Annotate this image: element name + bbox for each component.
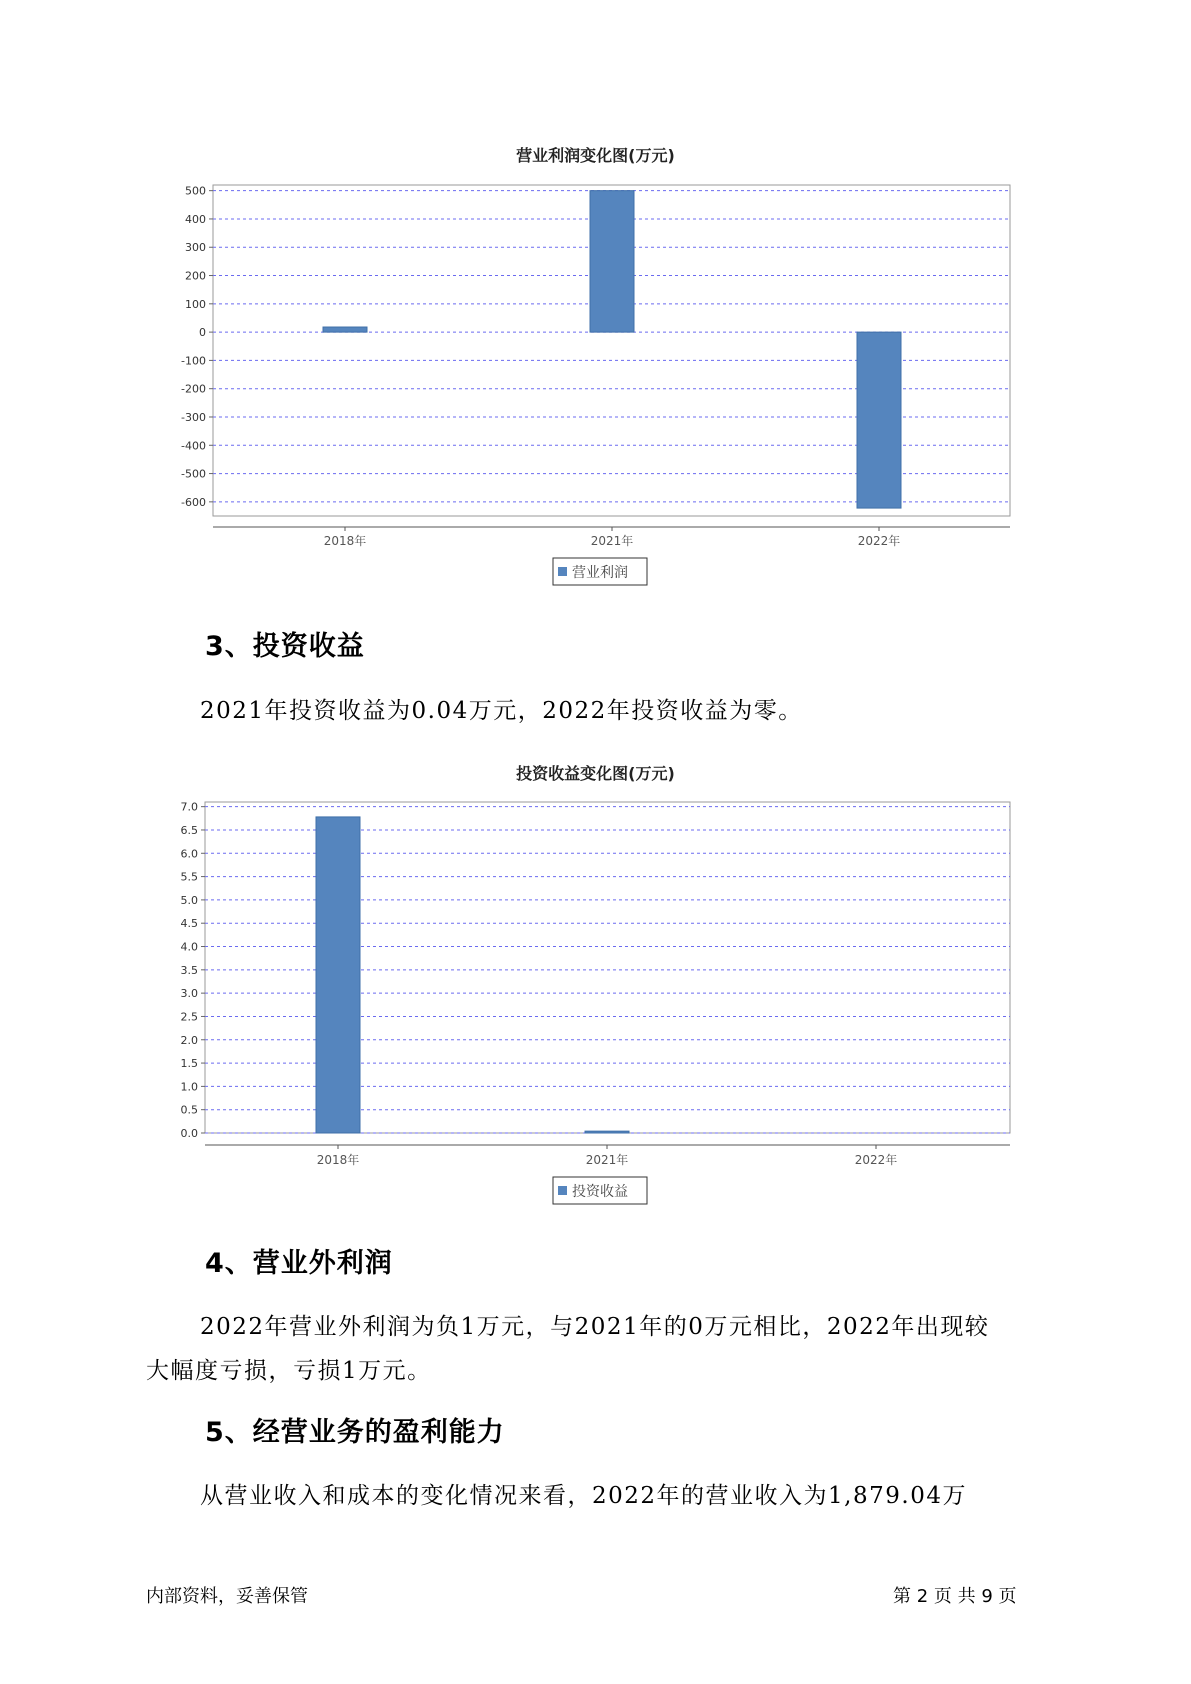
y-tick-label: 2.0: [180, 1033, 198, 1047]
legend-label: 营业利润: [572, 565, 628, 581]
y-tick-label: 0: [199, 326, 206, 340]
y-tick-label: 5.0: [180, 893, 198, 907]
x-tick-label: 2022年: [857, 534, 901, 548]
y-tick-label: -200: [181, 382, 206, 396]
y-tick-label: 2.5: [180, 1010, 198, 1024]
y-tick-label: 400: [185, 212, 206, 226]
legend-label: 投资收益: [572, 1184, 628, 1200]
y-tick-label: 500: [185, 184, 206, 198]
footer-page-number: 第 2 页 共 9 页: [893, 1586, 1017, 1607]
x-tick-label: 2018年: [323, 534, 367, 548]
section-text-investment-income: 2021年投资收益为0.04万元，2022年投资收益为零。: [200, 698, 803, 724]
y-tick-label: 0.5: [180, 1103, 198, 1117]
x-tick-label: 2021年: [585, 1153, 629, 1167]
y-tick-label: -100: [181, 354, 206, 368]
x-tick-label: 2021年: [590, 534, 634, 548]
y-tick-label: -600: [181, 495, 206, 509]
y-tick-label: 4.0: [180, 940, 198, 954]
section-text-non-operating-profit-line2: 大幅度亏损，亏损1万元。: [146, 1358, 432, 1384]
y-tick-label: 200: [185, 269, 206, 283]
footer-confidential-note: 内部资料，妥善保管: [146, 1586, 308, 1607]
y-tick-label: 4.5: [180, 917, 198, 931]
x-tick-label: 2018年: [316, 1153, 360, 1167]
section-heading-non-operating-profit: 4、营业外利润: [205, 1248, 393, 1279]
y-tick-label: 100: [185, 297, 206, 311]
section-heading-investment-income: 3、投资收益: [205, 631, 365, 662]
section-heading-profitability: 5、经营业务的盈利能力: [205, 1417, 505, 1448]
y-tick-label: 300: [185, 241, 206, 255]
section-text-non-operating-profit-line1: 2022年营业外利润为负1万元，与2021年的0万元相比，2022年出现较: [200, 1314, 990, 1340]
legend-swatch: [558, 1186, 567, 1195]
y-tick-label: 1.5: [180, 1057, 198, 1071]
y-tick-label: -500: [181, 467, 206, 481]
x-tick-label: 2022年: [854, 1153, 898, 1167]
y-tick-label: 3.0: [180, 987, 198, 1001]
y-tick-label: 7.0: [180, 800, 198, 814]
y-tick-label: 0.0: [180, 1127, 198, 1140]
y-tick-label: -400: [181, 439, 206, 453]
chart-title-operating-profit: 营业利润变化图(万元): [516, 146, 675, 165]
y-tick-label: 6.5: [180, 823, 198, 837]
y-tick-label: 1.0: [180, 1080, 198, 1094]
chart-title-investment-income: 投资收益变化图(万元): [516, 764, 675, 783]
y-tick-label: -300: [181, 410, 206, 424]
y-tick-label: 5.5: [180, 870, 198, 884]
bar-2018年: [316, 817, 360, 1133]
bar-2021年: [585, 1131, 629, 1133]
y-tick-label: 3.5: [180, 963, 198, 977]
y-tick-label: 6.0: [180, 847, 198, 861]
section-text-profitability: 从营业收入和成本的变化情况来看，2022年的营业收入为1,879.04万: [200, 1483, 967, 1509]
